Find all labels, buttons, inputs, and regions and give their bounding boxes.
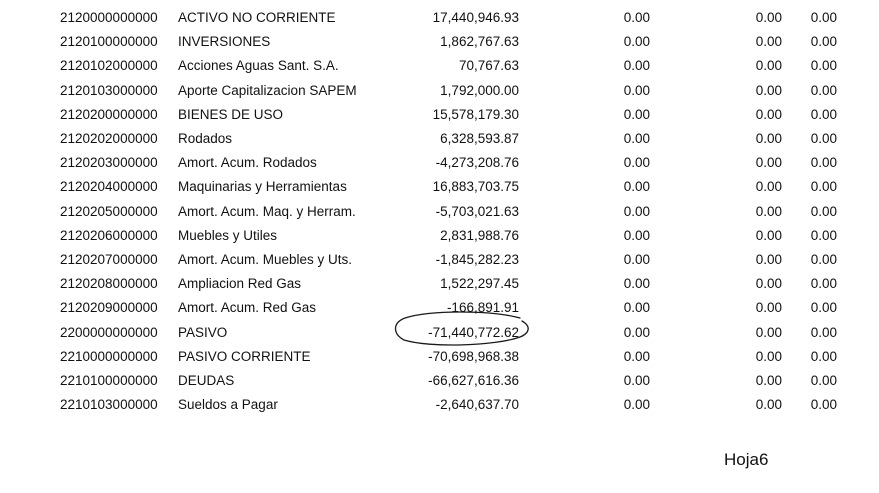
- account-description: Amort. Acum. Muebles y Uts.: [178, 252, 353, 267]
- column-3-value: 0.00: [810, 373, 837, 388]
- column-2-value: 0.00: [755, 276, 782, 292]
- account-code: 2120207000000: [60, 252, 158, 267]
- account-amount: -1,845,282.23: [435, 252, 519, 267]
- ledger-row: [0, 248, 879, 272]
- column-3-value: 0.00: [810, 276, 837, 292]
- column-2-value: 0.00: [755, 373, 782, 388]
- account-description: Maquinarias y Herramientas: [178, 179, 347, 195]
- column-2-value: 0.00: [755, 397, 782, 413]
- column-2-value: 0.00: [755, 227, 782, 243]
- column-2-value: 0.00: [755, 203, 782, 219]
- column-3-value: 0.00: [810, 397, 837, 413]
- column-3-value: 0.00: [810, 348, 837, 364]
- column-1-value: 0.00: [623, 397, 650, 413]
- account-amount: -70,698,968.38: [428, 348, 519, 364]
- column-3-value: 0.00: [810, 58, 837, 74]
- column-3-value: 0.00: [810, 252, 837, 267]
- account-description: PASIVO: [178, 324, 228, 340]
- account-code: 2120100000000: [60, 34, 158, 50]
- column-1-value: 0.00: [623, 373, 650, 388]
- ledger-row: [0, 321, 879, 345]
- account-amount: -4,273,208.76: [435, 155, 519, 171]
- column-3-value: 0.00: [810, 155, 837, 171]
- account-amount: -66,627,616.36: [428, 373, 519, 388]
- ledger-row: [0, 296, 879, 320]
- column-2-value: 0.00: [755, 252, 782, 267]
- account-description: Aporte Capitalizacion SAPEM: [178, 82, 357, 98]
- ledger-row: [0, 151, 879, 175]
- account-description: Rodados: [178, 131, 233, 146]
- column-2-value: 0.00: [755, 82, 782, 98]
- ledger-row: [0, 127, 879, 151]
- column-3-value: 0.00: [810, 34, 837, 50]
- account-description: Amort. Acum. Red Gas: [178, 300, 317, 316]
- column-2-value: 0.00: [755, 300, 782, 316]
- account-code: 2120203000000: [60, 155, 158, 171]
- account-description: INVERSIONES: [178, 34, 271, 50]
- account-description: Ampliacion Red Gas: [178, 276, 302, 292]
- account-description: Amort. Acum. Rodados: [178, 155, 317, 171]
- account-amount: 16,883,703.75: [432, 179, 519, 195]
- account-code: 2120208000000: [60, 276, 158, 292]
- account-amount: 1,792,000.00: [440, 82, 519, 98]
- column-1-value: 0.00: [623, 300, 650, 316]
- column-1-value: 0.00: [623, 155, 650, 171]
- ledger-row: [0, 54, 879, 78]
- account-code: 2200000000000: [60, 324, 158, 340]
- column-3-value: 0.00: [810, 227, 837, 243]
- column-2-value: 0.00: [755, 155, 782, 171]
- column-1-value: 0.00: [623, 179, 650, 195]
- ledger-row: [0, 200, 879, 224]
- column-2-value: 0.00: [755, 348, 782, 364]
- column-1-value: 0.00: [623, 34, 650, 50]
- column-1-value: 0.00: [623, 276, 650, 292]
- column-1-value: 0.00: [623, 10, 650, 25]
- account-amount: 2,831,988.76: [440, 227, 519, 243]
- account-code: 2120205000000: [60, 203, 158, 219]
- account-code: 2120204000000: [60, 179, 158, 195]
- column-3-value: 0.00: [810, 106, 837, 122]
- account-code: 2120000000000: [60, 10, 158, 25]
- account-description: Muebles y Utiles: [178, 227, 278, 243]
- column-2-value: 0.00: [755, 179, 782, 195]
- column-1-value: 0.00: [623, 324, 650, 340]
- account-code: 2120200000000: [60, 106, 158, 122]
- column-3-value: 0.00: [810, 300, 837, 316]
- ledger-row: [0, 272, 879, 296]
- ledger-row: [0, 30, 879, 54]
- column-3-value: 0.00: [810, 324, 837, 340]
- ledger-row: [0, 393, 879, 417]
- account-code: 2210100000000: [60, 373, 158, 388]
- column-1-value: 0.00: [623, 227, 650, 243]
- account-code: 2210000000000: [60, 348, 158, 364]
- ledger-row: [0, 369, 879, 393]
- account-description: Amort. Acum. Maq. y Herram.: [178, 203, 356, 219]
- column-1-value: 0.00: [623, 58, 650, 74]
- account-description: Sueldos a Pagar: [178, 397, 278, 413]
- account-amount: -166,891.91: [446, 300, 519, 316]
- account-code: 2120102000000: [60, 58, 158, 74]
- ledger-row: [0, 103, 879, 127]
- account-code: 2120103000000: [60, 82, 158, 98]
- sheet-label: Hoja6: [724, 450, 769, 469]
- column-2-value: 0.00: [755, 58, 782, 74]
- ledger-row: [0, 6, 879, 30]
- account-amount: -5,703,021.63: [435, 203, 519, 219]
- account-amount: 1,522,297.45: [440, 276, 519, 292]
- column-1-value: 0.00: [623, 131, 650, 146]
- column-2-value: 0.00: [755, 34, 782, 50]
- column-1-value: 0.00: [623, 203, 650, 219]
- column-3-value: 0.00: [810, 82, 837, 98]
- column-1-value: 0.00: [623, 82, 650, 98]
- account-amount: 15,578,179.30: [432, 106, 519, 122]
- account-description: BIENES DE USO: [178, 106, 284, 122]
- column-3-value: 0.00: [810, 131, 837, 146]
- account-amount: 6,328,593.87: [440, 131, 519, 146]
- account-description: PASIVO CORRIENTE: [178, 348, 311, 364]
- ledger-row: [0, 345, 879, 369]
- account-amount: 17,440,946.93: [432, 10, 519, 25]
- ledger-row: [0, 175, 879, 199]
- column-1-value: 0.00: [623, 348, 650, 364]
- account-description: DEUDAS: [178, 373, 235, 388]
- account-amount: 1,862,767.63: [440, 34, 519, 50]
- column-2-value: 0.00: [755, 106, 782, 122]
- column-3-value: 0.00: [810, 10, 837, 25]
- account-code: 2210103000000: [60, 397, 158, 413]
- column-3-value: 0.00: [810, 203, 837, 219]
- column-2-value: 0.00: [755, 324, 782, 340]
- account-description: Acciones Aguas Sant. S.A.: [178, 58, 339, 74]
- ledger-row: [0, 224, 879, 248]
- column-2-value: 0.00: [755, 10, 782, 25]
- account-code: 2120206000000: [60, 227, 158, 243]
- column-2-value: 0.00: [755, 131, 782, 146]
- account-amount: -2,640,637.70: [435, 397, 519, 413]
- account-code: 2120202000000: [60, 131, 158, 146]
- account-code: 2120209000000: [60, 300, 158, 316]
- account-amount: -71,440,772.62: [428, 324, 519, 340]
- account-amount: 70,767.63: [458, 58, 519, 74]
- ledger-row: [0, 79, 879, 103]
- column-1-value: 0.00: [623, 106, 650, 122]
- column-1-value: 0.00: [623, 252, 650, 267]
- account-description: ACTIVO NO CORRIENTE: [178, 10, 336, 25]
- column-3-value: 0.00: [810, 179, 837, 195]
